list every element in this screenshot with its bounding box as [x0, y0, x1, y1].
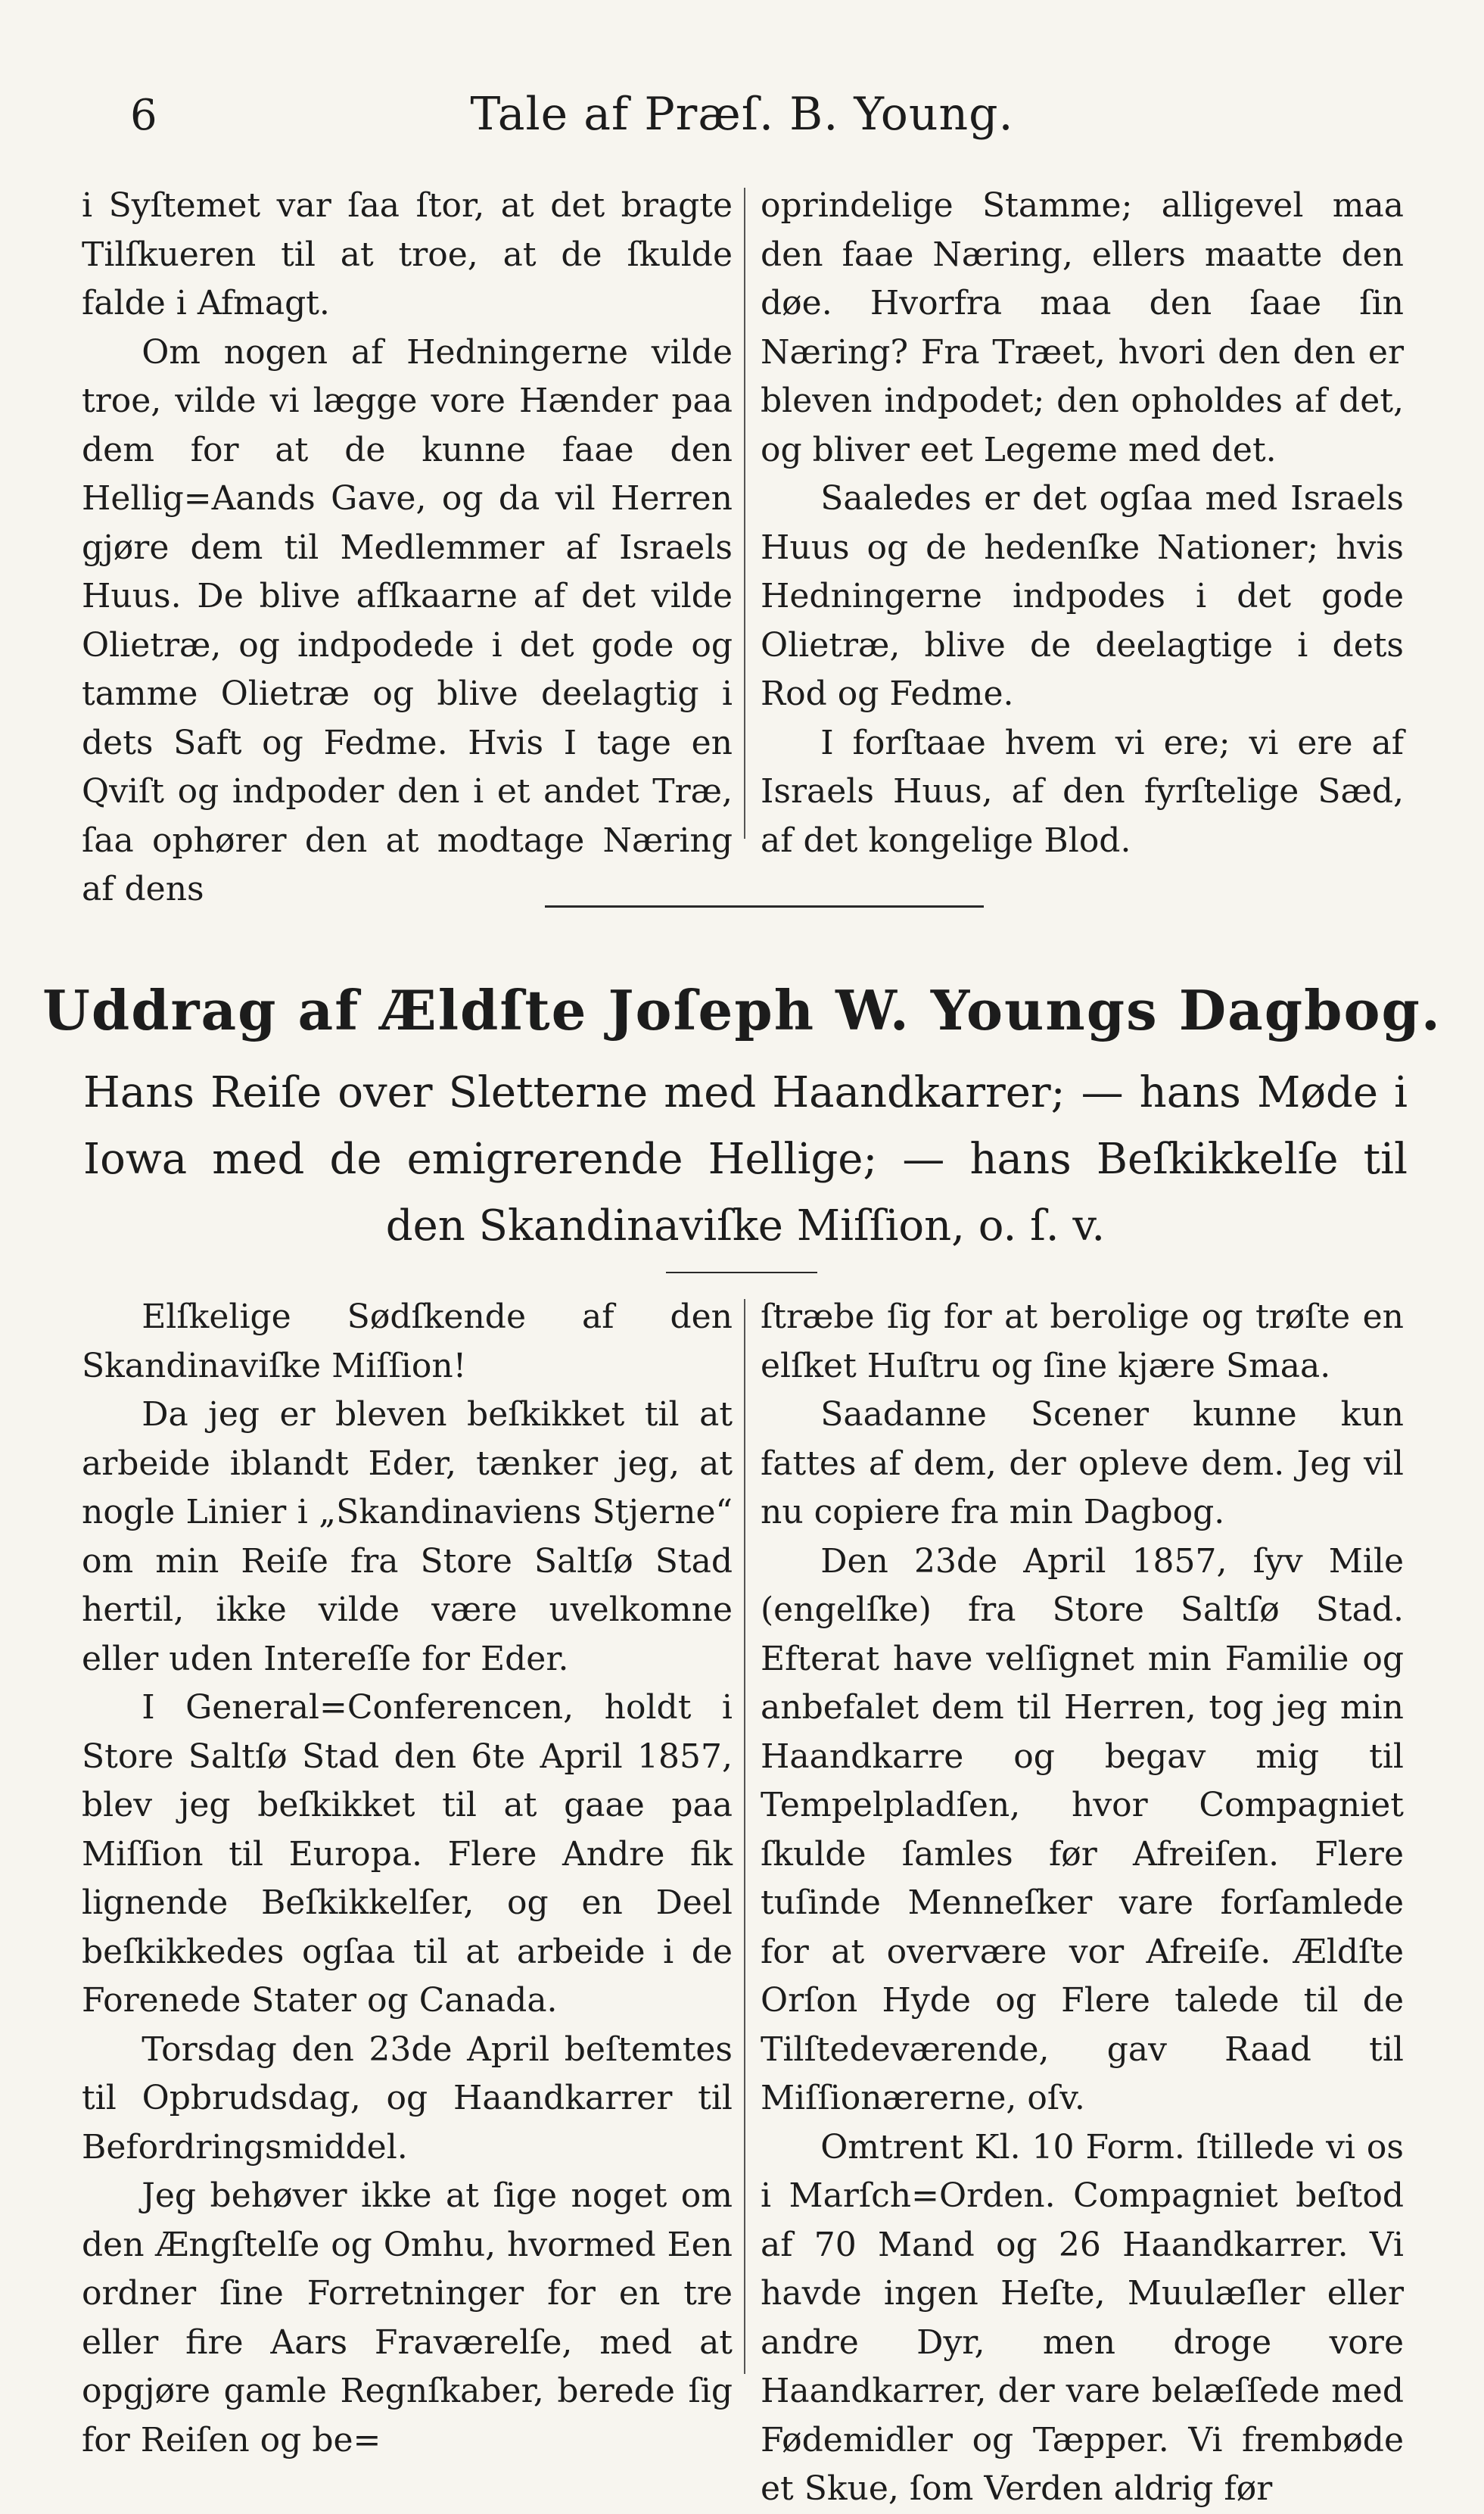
bottom-right-column — [761, 1293, 1404, 2514]
paragraph: Jeg behøver ikke at ſige noget om den Ængſtelſe og Omhu, hvormed Een ordner ſine Forretninger for en tre eller fire Aars Fraværelſe, med at opgjøre gamle Regnſkaber, berede ſig for Reiſen og be= — [82, 2176, 733, 2459]
subtitle-rule — [666, 1272, 817, 1273]
page-number: 6 — [130, 91, 157, 140]
paragraph: Torsdag den 23de April beſtemtes til Opbrudsdag, og Haandkarrer til Befordringsmiddel. — [82, 2030, 733, 2167]
section-subtitle: Hans Reiſe over Sletterne med Haandkarrer; — hans Møde i Iowa med de emigrerende Hellige; — hans Beſkikkelſe til den Skandinaviſke Miſſion, o. ſ. v. — [83, 1068, 1408, 1251]
salutation: Elſkelige Sødſkende af den Skandinaviſke Miſſion! — [82, 1297, 733, 1385]
column-divider — [744, 1299, 745, 2374]
paragraph: oprindelige Stamme; alligevel maa den faae Næring, ellers maatte den døe. Hvorfra maa den ſaae ſin Næring? Fra Træet, hvori den den er bleven indpodet; den opholdes af det, og bliver eet Legeme med det. — [761, 186, 1404, 469]
bottom-left-column — [82, 1293, 733, 2465]
paragraph: Omtrent Kl. 10 Form. ſtillede vi os i Marſch=Orden. Compagniet beſtod af 70 Mand og 26 Haandkarrer. Vi havde ingen Heſte, Muulæſler eller andre Dyr, men droge vore Haandkarrer, der vare belæſſede med Fødemidler og Tæpper. Vi frembøde et Skue, ſom Verden aldrig før — [761, 2127, 1404, 2508]
paragraph: I forſtaae hvem vi ere; vi ere af Israels Huus, af den fyrſtelige Sæd, af det kongelige Blod. — [761, 723, 1404, 860]
top-right-column — [761, 182, 1404, 865]
paragraph: Om nogen af Hedningerne vilde troe, vilde vi lægge vore Hænder paa dem for at de kunne faae den Hellig=Aands Gave, og da vil Herren gjøre dem til Medlemmer af Israels Huus. De blive afſkaarne af det vilde Olietræ, og indpodede i det gode og tamme Olietræ og blive deelagtig i dets Saft og Fedme. Hvis I tage en Qviſt og indpoder den i et andet Træ, ſaa ophører den at modtage Næring af dens — [82, 332, 733, 908]
paragraph: i Syſtemet var ſaa ſtor, at det bragte Tilſkueren til at troe, at de ſkulde falde i Afmagt. — [82, 186, 733, 322]
paragraph: Saadanne Scener kunne kun fattes af dem, der opleve dem. Jeg vil nu copiere fra min Dagbog. — [761, 1395, 1404, 1531]
top-left-column — [82, 182, 733, 914]
paragraph: I General=Conferencen, holdt i Store Saltſø Stad den 6te April 1857, blev jeg beſkikket til at gaae paa Miſſion til Europa. Flere Andre fik lignende Beſkikkelſer, og en Deel beſkikkedes ogſaa til at arbeide i de Forenede Stater og Canada. — [82, 1688, 733, 2020]
column-divider — [744, 188, 745, 839]
paragraph: Da jeg er bleven beſkikket til at arbeide iblandt Eder, tænker jeg, at nogle Linier i „Skandinaviens Stjerne“ om min Reiſe fra Store Saltſø Stad hertil, ikke vilde være uvelkomne eller uden Intereſſe for Eder. — [82, 1395, 733, 1678]
paragraph: Den 23de April 1857, ſyv Mile (engelſke) fra Store Saltſø Stad. Efterat have velſignet min Familie og anbefalet dem til Herren, tog jeg min Haandkarre og begav mig til Tempelpladſen, hvor Compagniet ſkulde ſamles før Afreiſen. Flere tuſinde Menneſker vare forſamlede for at overvære vor Afreiſe. Ældſte Orſon Hyde og Flere talede til de Tilſtedeværende, gav Raad til Miſſionærerne, oſv. — [761, 1541, 1404, 2117]
section-title: Uddrag af Ældſte Joſeph W. Youngs Dagbog. — [42, 978, 1442, 1042]
section-rule — [545, 905, 984, 908]
page-header — [0, 82, 1484, 165]
running-head: Tale af Præſ. B. Young. — [470, 88, 1014, 141]
paragraph: Saaledes er det ogſaa med Israels Huus og de hedenſke Nationer; hvis Hedningerne indpodes i det gode Olietræ, blive de deelagtige i dets Rod og Fedme. — [761, 479, 1404, 713]
paragraph: ſtræbe ſig for at berolige og trøſte en elſket Huſtru og ſine kjære Smaa. — [761, 1297, 1404, 1385]
